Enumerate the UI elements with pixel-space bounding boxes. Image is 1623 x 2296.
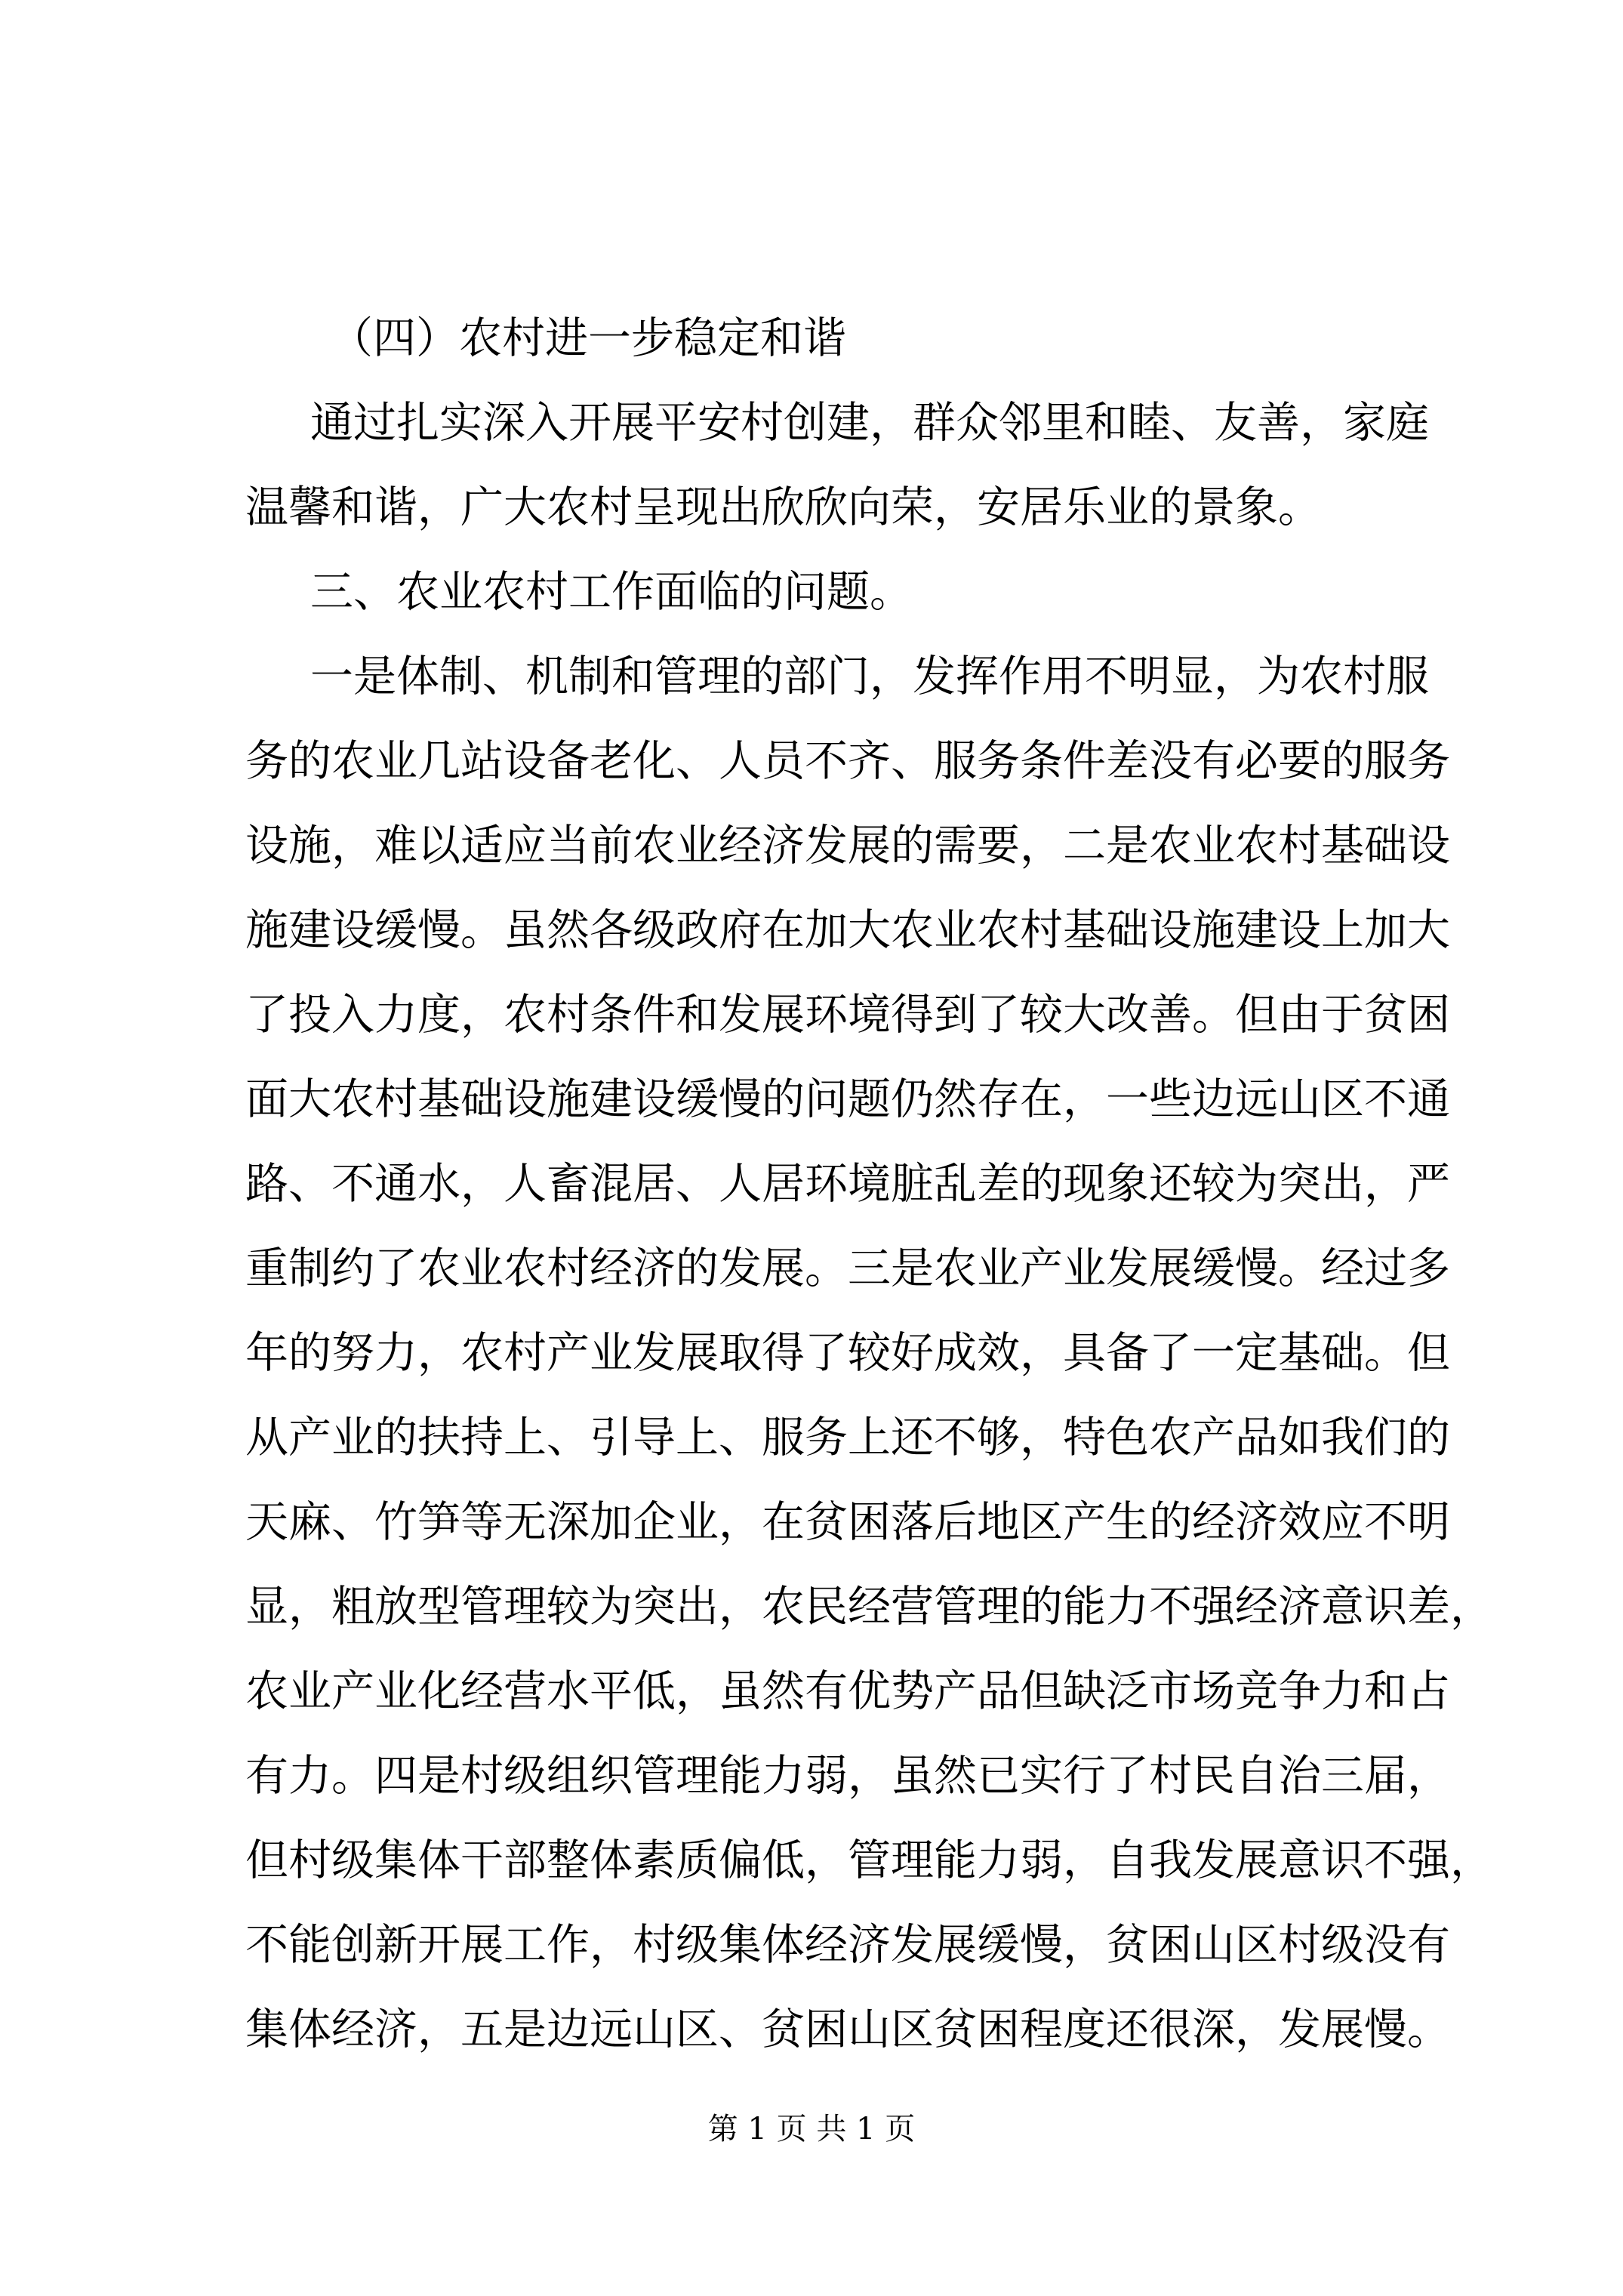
paragraph-line: 不能创新开展工作，村级集体经济发展缓慢，贫困山区村级没有 bbox=[245, 1920, 1450, 1970]
paragraph-line: 显，粗放型管理较为突出，农民经营管理的能力不强经济意识差， bbox=[245, 1582, 1493, 1632]
paragraph-line: 重制约了农业农村经济的发展。三是农业产业发展缓慢。经过多 bbox=[245, 1244, 1450, 1293]
paragraph-line: 施建设缓慢。虽然各级政府在加大农业农村基础设施建设上加大 bbox=[245, 905, 1450, 955]
paragraph-line: 设施，难以适应当前农业经济发展的需要，二是农业农村基础设 bbox=[245, 821, 1450, 871]
paragraph-line: 有力。四是村级组织管理能力弱，虽然已实行了村民自治三届， bbox=[245, 1751, 1450, 1801]
paragraph-line: 但村级集体干部整体素质偏低，管理能力弱，自我发展意识不强， bbox=[245, 1835, 1493, 1885]
paragraph-line: 通过扎实深入开展平安村创建，群众邻里和睦、友善，家庭 bbox=[310, 398, 1429, 448]
paragraph-line: 从产业的扶持上、引导上、服务上还不够，特色农产品如我们的 bbox=[245, 1413, 1450, 1462]
section-heading-four: （四）农村进一步稳定和谐 bbox=[330, 313, 846, 363]
paragraph-line: 农业产业化经营水平低，虽然有优势产品但缺泛市场竞争力和占 bbox=[245, 1666, 1450, 1716]
paragraph-line: 面大农村基础设施建设缓慢的问题仍然存在，一些边远山区不通 bbox=[245, 1074, 1450, 1124]
page-number-footer: 第 1 页 共 1 页 bbox=[707, 2112, 916, 2147]
document-body bbox=[245, 296, 1493, 2072]
paragraph-line: 路、不通水，人畜混居、人居环境脏乱差的现象还较为突出，严 bbox=[245, 1159, 1450, 1209]
paragraph-line: 一是体制、机制和管理的部门，发挥作用不明显，为农村服 bbox=[310, 652, 1429, 701]
section-heading-three: 三、农业农村工作面临的问题。 bbox=[310, 567, 913, 617]
paragraph-line: 天麻、竹笋等无深加企业，在贫困落后地区产生的经济效应不明 bbox=[245, 1497, 1450, 1547]
paragraph-line: 年的努力，农村产业发展取得了较好成效，具备了一定基础。但 bbox=[245, 1328, 1450, 1378]
paragraph-line: 了投入力度，农村条件和发展环境得到了较大改善。但由于贫困 bbox=[245, 990, 1450, 1040]
paragraph-stability bbox=[245, 381, 1429, 550]
paragraph-problems bbox=[245, 634, 1493, 2072]
paragraph-line: 集体经济，五是边远山区、贫困山区贫困程度还很深，发展慢。 bbox=[245, 2005, 1450, 2054]
paragraph-line: 务的农业几站设备老化、人员不齐、服务条件差没有必要的服务 bbox=[245, 736, 1450, 786]
paragraph-line: 温馨和谐，广大农村呈现出欣欣向荣，安居乐业的景象。 bbox=[245, 482, 1321, 532]
